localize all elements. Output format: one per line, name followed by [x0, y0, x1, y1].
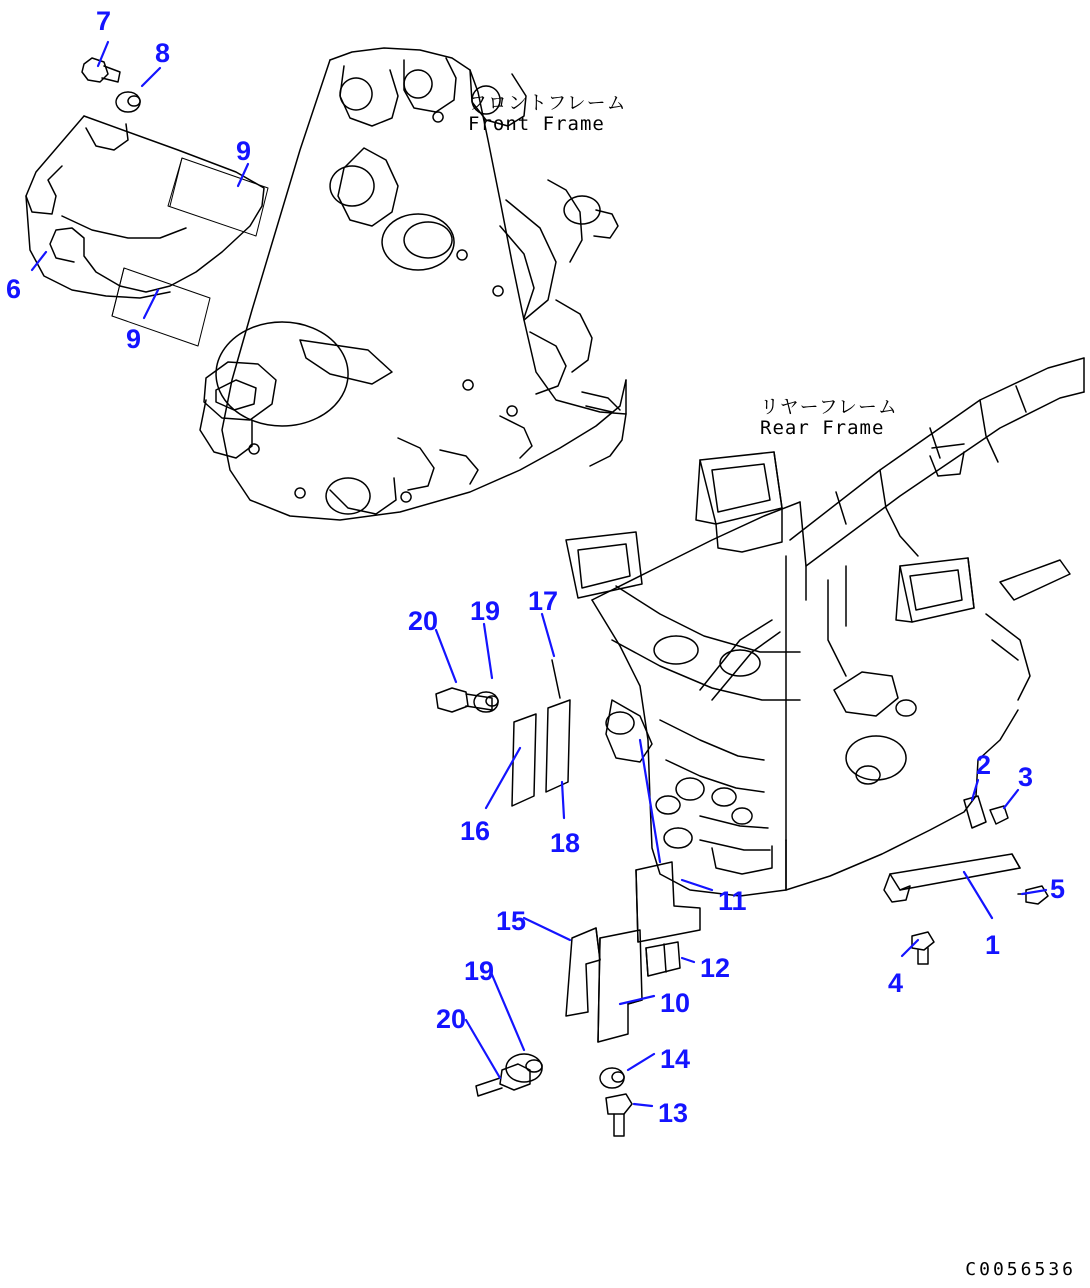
front-frame-label-en: Front Frame [468, 113, 605, 135]
callout-15: 15 [496, 906, 527, 936]
callout-8: 8 [155, 38, 171, 68]
callout-7: 7 [96, 6, 112, 36]
callout-3: 3 [1018, 762, 1034, 792]
callout-18: 18 [550, 828, 581, 858]
rear-frame-label-jp: リヤーフレーム [760, 396, 898, 418]
callout-13: 13 [658, 1098, 689, 1128]
callout-19-upper: 19 [470, 596, 501, 626]
callout-4: 4 [888, 968, 904, 998]
callout-19-lower: 19 [464, 956, 495, 986]
callout-20-lower: 20 [436, 1004, 467, 1034]
callout-9-upper: 9 [236, 136, 252, 166]
callout-9-lower: 9 [126, 324, 142, 354]
callout-12: 12 [700, 953, 731, 983]
callout-14: 14 [660, 1044, 691, 1074]
callout-16: 16 [460, 816, 491, 846]
callout-20-upper: 20 [408, 606, 439, 636]
callout-6: 6 [6, 274, 22, 304]
rear-frame-label-en: Rear Frame [760, 417, 885, 439]
callout-10: 10 [660, 988, 691, 1018]
callout-11: 11 [718, 886, 747, 916]
front-frame-label-jp: フロントフレーム [468, 92, 627, 114]
callout-17: 17 [528, 586, 559, 616]
callout-2: 2 [976, 750, 992, 780]
callout-5: 5 [1050, 874, 1066, 904]
drawing-number: C0056536 [965, 1259, 1076, 1280]
callout-1: 1 [985, 930, 1001, 960]
